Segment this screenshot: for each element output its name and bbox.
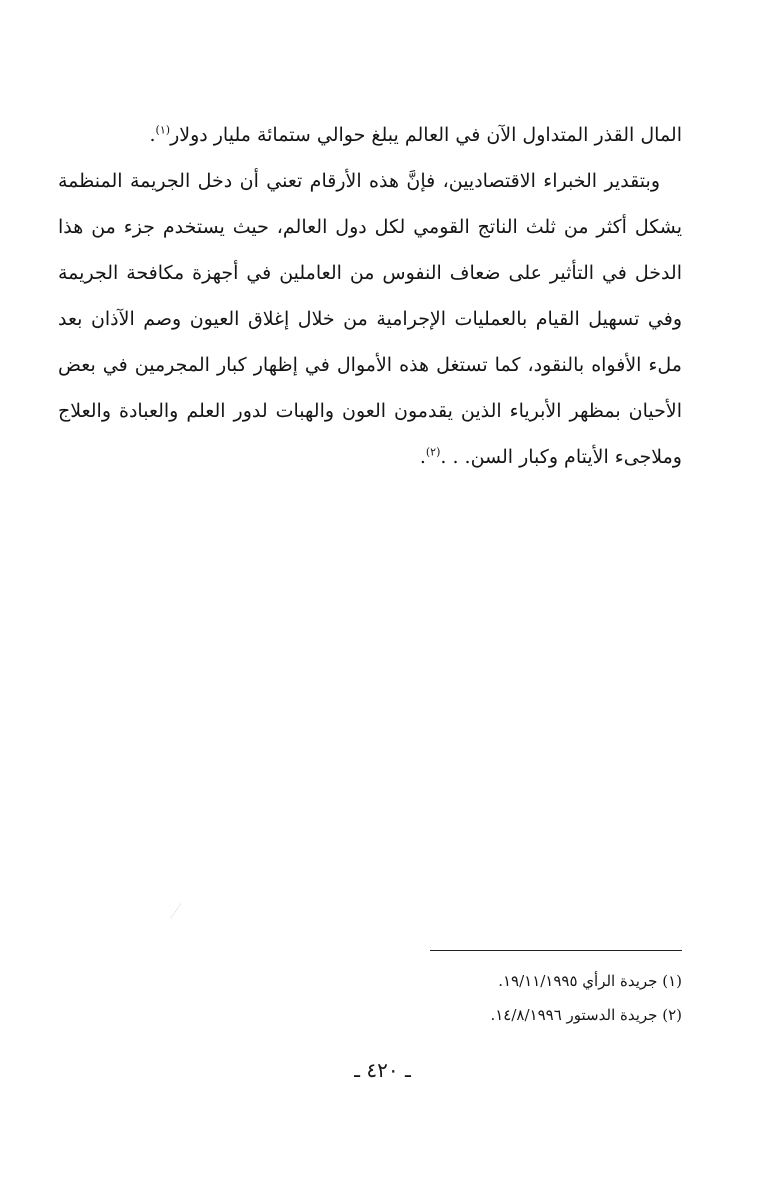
paragraph-end: . xyxy=(419,446,426,468)
body-text xyxy=(58,112,682,480)
paper-speck xyxy=(170,903,193,926)
page-number: ـ ٤٢٠ ـ xyxy=(354,1058,411,1082)
footnotes xyxy=(300,964,682,1032)
footnote-divider xyxy=(430,950,682,951)
paragraph-line: الآذان بعد ملء الأفواه بالنقود، كما تستغل هذه الأموال في إظهار كبار المجرمين xyxy=(58,308,682,376)
paragraph-line: وبتقدير الخبراء الاقتصاديين، فإنَّ هذه الأرقام تعني أن دخل الجريمة المنظمة xyxy=(58,170,660,192)
paragraph-line: الجريمة وفي تسهيل القيام بالعمليات الإجرامية من خلال إغلاق العيون وصم xyxy=(58,262,682,330)
paragraph xyxy=(58,112,682,158)
paragraph-end: . xyxy=(149,124,156,146)
footnote-2: (٢) جريدة الدستور ١٤/٨/١٩٩٦. xyxy=(490,1006,682,1024)
paragraph-line: والعبادة والعلاج وملاجىء الأيتام وكبار السن. . . xyxy=(58,400,682,468)
footnote-1: (١) جريدة الرأي ١٩/١١/١٩٩٥. xyxy=(498,972,682,990)
paragraph-text: المال القذر المتداول الآن في العالم يبلغ حوالي ستمائة مليار دولار xyxy=(170,124,682,146)
footnote-ref-1[interactable]: (١) xyxy=(155,123,171,137)
paragraph-line: في بعض الأحيان بمظهر الأبرياء الذين يقدمون العون والهبات لدور العلم xyxy=(58,354,682,422)
footnote-ref-2[interactable]: (٢) xyxy=(425,445,441,459)
paragraph xyxy=(58,158,682,480)
paragraph-line: هذا الدخل في التأثير على ضعاف النفوس من العاملين في أجهزة مكافحة xyxy=(58,216,682,284)
paragraph-line: يشكل أكثر من ثلث الناتج القومي لكل دول العالم، حيث يستخدم جزء من xyxy=(91,216,682,238)
